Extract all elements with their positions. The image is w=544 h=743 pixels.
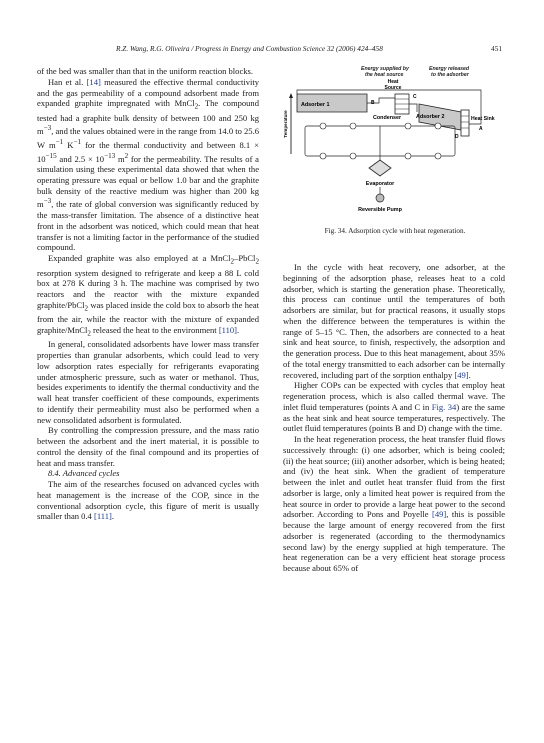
section-heading: 8.4. Advanced cycles <box>48 468 120 479</box>
temperature-arrowhead <box>289 93 293 98</box>
citation-link[interactable]: [49] <box>454 369 469 380</box>
heat-sink-box <box>461 110 469 136</box>
pump-label: Reversible Pump <box>358 207 402 213</box>
supplied-label-line2: the heat source <box>365 72 404 78</box>
citation-link[interactable]: [49] <box>432 509 447 520</box>
paragraph: Han et al. [14] measured the effective thermal conductivity and the gas permeability of a compound adsorbent made from expanded graphite impregnated with MnCl$_2$. The compound tested had a graphite bulk density of between 100 and 250 kg $m^{-3}$, and the values obtained were in the range from 14.0 to 25.6 W $m^{-1}$ $K^{-1}$ for the thermal conductivity and between $8.1 \times 10^{-15}$ and $2.5 \times 10^{-13}$ $m^2$ for the permeability. The results of a simulation using these experimental data showed that when the operating pressure was equal or bellow 1.0 bar and the graphite bulk density of the reactive medium was higher than 200 kg $m^{-3}$, the rate of global conversion was significantly reduced by the mass-transfer limitation. The absence of a distinctive heat front in the adsorbent was noticed, which could mean that heat transfer is not a limiting factor in the performance of the studied compound. <box>37 76 260 253</box>
adsorber-2-label: Adsorber 2 <box>416 114 445 120</box>
source-label: Source <box>384 85 402 91</box>
paragraph: Higher COPs can be expected with cycles that employ heat regeneration process, which is also called thermal wave. The inlet fluid temperatures (points A and C in Fig. 34) are the same as the heat sink and heat source temperatures, respectively. The outlet fluid temperatures (points B and D) change with the time. <box>283 380 505 434</box>
heat-label: Heat <box>387 79 399 85</box>
paragraph: In the heat regeneration process, the heat transfer fluid flows successively through: (i) one adsorber, which is being cooled; (ii) the heat source; (iii) another adsorber, which is being heated; and (iv) the heat sink. When the gradient of temperature between the inlet and outlet heat transfer fluid from the first adsorber is large, only a limited heat power is required from the heat source in order to provide a large heat power to the second adsorber. According to Pons and Poyelle [49], this is possible because the large amount of energy recovered from the first adsorber is regenerated (according to the thermodynamics second law) by the energy supplied at high temperature. The heat regeneration can be a very efficient heat storage process because about 65% of <box>283 434 505 573</box>
figure-caption: Fig. 34. Adsorption cycle with heat regeneration. <box>324 227 466 235</box>
paragraph: In general, consolidated adsorbents have lower mass transfer properties than granular adsorbents, which could lead to very low adsorption rates especially for refrigerants evaporating under atmospheric pressure, such as water or methanol. Thus, besides experiments to identify the thermal conductivity and the wall heat transfer coefficient of these compounds, experiments to identify their permeability must also be performed when a new consolidated adsorbent is formulated. <box>37 339 259 425</box>
fluid-line <box>409 104 417 112</box>
released-label-line2: to the adsorber <box>431 72 469 78</box>
point-d-label: D <box>455 134 459 140</box>
paragraph: Expanded graphite was also employed at a MnCl$_2$–PbCl$_2$ resorption system designed to refrigerate and keep a 88 L cold box at 278 K during 3 h. The machine was comprised by two reactors and the reactor with the mixture expanded graphite/PbCl$_2$ was placed inside the cold box to absorb the heat from the air, while the reactor with the mixture of expanded graphite/MnCl$_2$ released the heat to the environment [110]. <box>37 253 259 338</box>
citation-link[interactable]: [110] <box>218 324 238 335</box>
right-column <box>283 262 505 574</box>
page-number: 451 <box>491 44 502 53</box>
supplied-label-line1: Energy supplied by <box>361 66 409 72</box>
paragraph: By controlling the compression pressure, and the mass ratio between the adsorbent and the inert material, it is possible to control the density of the final compound and its properties of heat and mass transfer. <box>37 425 259 468</box>
heat-sink-label: Heat Sink <box>471 116 495 122</box>
evaporator-box <box>369 160 391 176</box>
left-column <box>37 66 259 522</box>
figure-link[interactable]: Fig. 34 <box>431 401 457 412</box>
citation-link[interactable]: [14] <box>86 76 101 87</box>
condenser-label: Condenser <box>373 115 402 121</box>
paragraph: The aim of the researches focused on advanced cycles with heat management is the increase of the COP, since in the conventional adsorption cycle, this figure of merit is usually smaller than 0.4 [111]. <box>37 479 259 522</box>
running-header <box>116 44 502 53</box>
valves <box>320 123 441 159</box>
evaporator-label: Evaporator <box>365 181 395 187</box>
point-c-label: C <box>413 94 417 100</box>
paragraph: of the bed was smaller than that in the uniform reaction blocks. <box>37 66 253 76</box>
paragraph: In the cycle with heat recovery, one adsorber, at the beginning of the adsorption phase, releases heat to a cold adsorber, which is starting the generation phase. Theoretically, this process can continue until the temperatures of both adsorbers are similar, but for practical reasons, it usually stops when the difference between the temperatures is within the range of 5–15 °C. Then, the adsorbers are connected to a heat sink and heat source, to finish, respectively, the adsorption and the generation process. Due to this heat management, about 35% of the total energy transmitted to each adsorber can be internally recovered, including part of the sorption enthalpy [49]. <box>283 262 505 380</box>
released-label-line1: Energy released <box>429 66 470 72</box>
point-a-label: A <box>479 126 483 132</box>
citation-link[interactable]: [111] <box>93 511 112 522</box>
adsorption-cycle-diagram <box>283 64 505 222</box>
temperature-axis-label: Temperature <box>283 110 288 138</box>
point-b-label: B <box>371 100 375 106</box>
running-title: R.Z. Wang, R.G. Oliveira / Progress in Energy and Combustion Science 32 (2006) 424–458 <box>116 44 383 53</box>
pump-icon <box>376 194 384 202</box>
adsorber-1-label: Adsorber 1 <box>301 102 330 108</box>
